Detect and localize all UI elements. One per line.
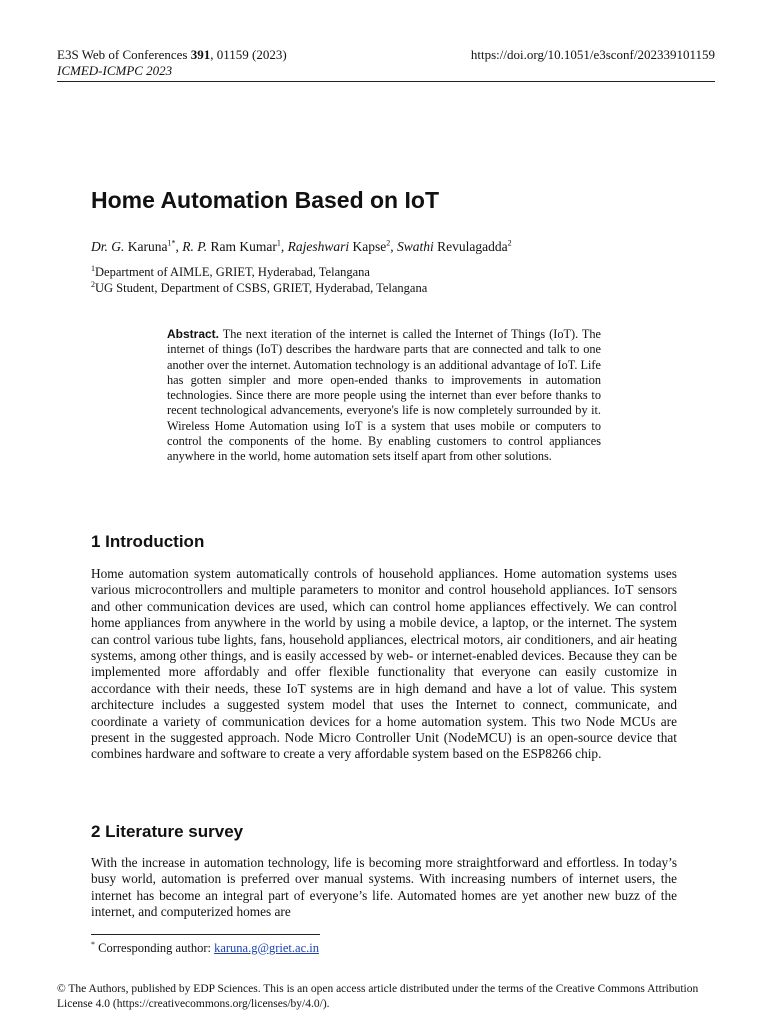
corresponding-email-link[interactable]: karuna.g@griet.ac.in xyxy=(214,941,319,955)
conference-name: ICMED-ICMPC 2023 xyxy=(57,63,173,78)
abstract-label: Abstract. xyxy=(167,327,220,341)
author: Rajeshwari Kapse$^2$, xyxy=(287,238,398,254)
footnote-divider xyxy=(91,934,320,935)
abstract-text: The next iteration of the internet is called the Internet of Things (IoT). The internet of things (IoT) describes the hardware parts that are connected and talk to one another over the internet. Automation technology is an additional advantage of IoT. Life has gotten simpler and more open-ended thanks to improvements in automation technologies. Since there are more people using the internet than ever before thanks to recent technological advancements, everyone's life is now completely surrounded by it. Wireless Home Automation using IoT is a system that uses mobile or computers to control the components of the home. By enabling customers to control appliances anywhere in the world, home automation sets itself apart from other solutions. xyxy=(167,327,601,463)
author: R. P. Ram Kumar$^1$, xyxy=(182,238,288,254)
affiliation: $^2$UG Student, Department of CSBS, GRIET, Hyderabad, Telangana xyxy=(91,279,428,295)
author: Dr. G. Karuna$^{1*}$, xyxy=(91,238,183,254)
author: Swathi Revulagadda$^2$ xyxy=(397,238,512,254)
section-heading: 2 Literature survey xyxy=(91,822,244,841)
paper-title: Home Automation Based on IoT xyxy=(91,187,439,213)
volume-number: 391 xyxy=(190,47,211,62)
doi-link[interactable]: https://doi.org/10.1051/e3sconf/202339101159 xyxy=(470,47,715,62)
affiliation: $^1$Department of AIMLE, GRIET, Hyderabad, Telangana xyxy=(91,263,370,279)
header-divider xyxy=(57,81,715,82)
footnote: * Corresponding author: karuna.g@griet.ac.in xyxy=(91,939,319,955)
section-body: With the increase in automation technology, life is becoming more straightforward and effortless. In today’s busy world, automation is preferred over manual systems. With increasing numbers of internet users, the internet has become an integral part of everyone’s life. Automated homes are yet another new buzz of the internet, and computerized homes are xyxy=(91,855,677,920)
abstract xyxy=(167,327,601,464)
section-heading: 1 Introduction xyxy=(91,532,205,551)
author-list xyxy=(91,239,512,255)
journal-citation: E3S Web of Conferences 391, 01159 (2023) xyxy=(57,47,287,62)
running-header-left xyxy=(57,47,287,79)
section-body: Home automation system automatically controls of household appliances. Home automation systems uses various microcontrollers and multiple parameters to monitor and control household appliances. IoT sensors and other communication devices are used, which can control home appliances effectively. We can control home appliances from anywhere in the world by using a mobile device, a laptop, or the internet. The system can control various tube lights, fans, household appliances, electrical motors, air conditioners, and air heating systems, among other things, and is easily accessed by web- or internet-enabled devices. Because they can be implemented more affordably and offer flexible functionality that everyone can easily customize in accordance with their needs, these IoT systems are in high demand and have a lot of value. This system architecture includes a suggested system model that uses the Internet to connect, communicate, and coordinate a variety of communication devices for a home automation system. This two Node MCUs are present in the suggested approach. Node Micro Controller Unit (NodeMCU) is an open-source device that combines hardware and software to create a very affordable system based on the ESP8266 chip. xyxy=(91,566,677,762)
license-notice: © The Authors, published by EDP Sciences. This is an open access article distributed under the terms of the Creative Commons Attribution License 4.0 (https://creativecommons.org/licenses/by/4.0/). xyxy=(57,983,699,1010)
